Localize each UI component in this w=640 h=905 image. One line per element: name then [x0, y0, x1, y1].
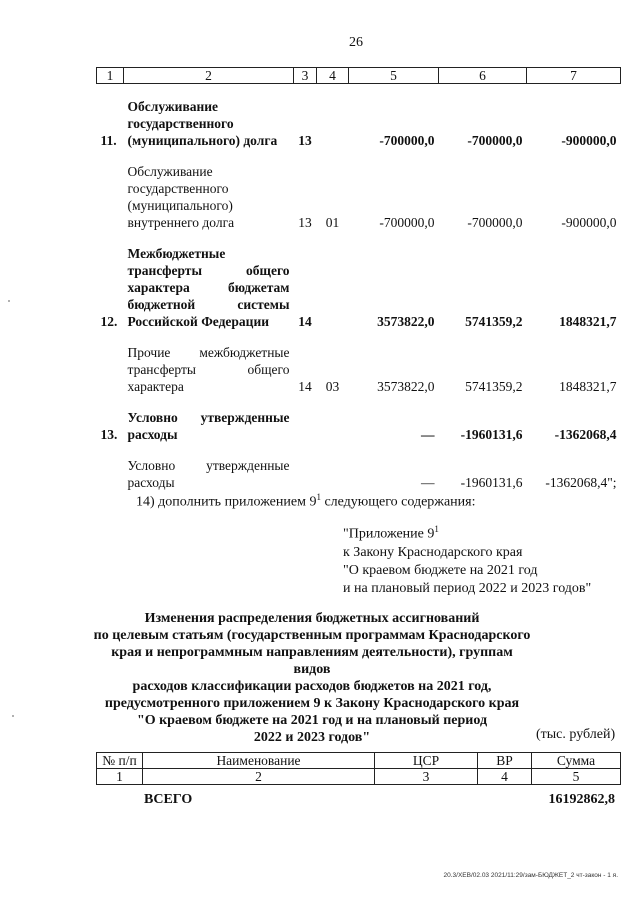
- row-number: 12.: [100, 314, 118, 329]
- value-2021: -700000,0: [379, 215, 435, 230]
- header-cell: 2: [124, 68, 294, 84]
- intro-text-after: следующего содержания:: [320, 494, 476, 510]
- value-2023: 1848321,7: [559, 314, 617, 329]
- appendix-sup: 1: [434, 524, 439, 534]
- appendix-title: "Приложение 9: [343, 526, 435, 542]
- section-code: [294, 457, 317, 491]
- table-row: [97, 98, 621, 149]
- row-name: Межбюджетные трансферты общего характера бюджетам бюджетной системы Российской Федерации: [127, 246, 290, 329]
- subsection-code: 03: [325, 379, 340, 394]
- document-title: [92, 610, 532, 746]
- column-number-row: [97, 769, 621, 785]
- header-cell: № п/п: [97, 753, 143, 769]
- value-2021: 3573822,0: [377, 379, 435, 394]
- row-number: [97, 344, 124, 395]
- header-cell: ВР: [478, 753, 532, 769]
- header-cell: 5: [349, 68, 439, 84]
- title-line: расходов классификации расходов бюджетов на 2021 год,: [132, 679, 492, 694]
- row-spacer: [97, 84, 621, 99]
- number-cell: 4: [478, 769, 532, 785]
- spacer-cell: [97, 149, 621, 163]
- allocation-table: [96, 752, 621, 785]
- scan-speck: [12, 715, 14, 717]
- row-spacer: [97, 395, 621, 409]
- subsection-code: [317, 245, 349, 330]
- section-code: 14: [298, 314, 312, 329]
- header-cell: 7: [527, 68, 621, 84]
- subsection-code: [317, 457, 349, 491]
- row-number: [97, 457, 124, 491]
- value-2023: -900000,0: [561, 133, 617, 148]
- appendix-line: [343, 520, 591, 544]
- spacer-cell: [97, 443, 621, 457]
- value-2022: -700000,0: [467, 133, 523, 148]
- appendix-reference: [343, 520, 591, 598]
- row-spacer: [97, 231, 621, 245]
- subsection-code: [317, 409, 349, 443]
- section-code: [294, 409, 317, 443]
- row-name: Обслуживание государственного (муниципального) долга: [127, 99, 278, 148]
- appendix-line: "О краевом бюджете на 2021 год: [343, 562, 538, 578]
- spacer-cell: [97, 330, 621, 344]
- header-cell: Наименование: [143, 753, 375, 769]
- section-code: 13: [298, 215, 312, 230]
- subsection-code: [317, 98, 349, 149]
- value-2022: 5741359,2: [465, 379, 523, 394]
- scan-speck: [8, 300, 10, 302]
- value-2022: -1960131,6: [460, 475, 523, 490]
- table-header-row: [97, 68, 621, 84]
- header-cell: 3: [294, 68, 317, 84]
- row-spacer: [97, 443, 621, 457]
- header-cell: ЦСР: [375, 753, 478, 769]
- value-2021: —: [421, 427, 435, 442]
- title-line: края и непрограммным направлениям деятельности), группам видов: [111, 645, 513, 677]
- subsection-code: 01: [325, 215, 340, 230]
- table-row: [97, 409, 621, 443]
- title-line: 2022 и 2023 годов": [253, 730, 371, 745]
- section-code: 14: [298, 379, 312, 394]
- header-cell: 6: [439, 68, 527, 84]
- spacer-cell: [97, 231, 621, 245]
- row-name: Обслуживание государственного (муниципального) внутреннего долга: [127, 164, 235, 230]
- total-label: ВСЕГО: [144, 792, 193, 807]
- appendix-line: к Закону Краснодарского края: [343, 544, 523, 560]
- number-cell: 5: [532, 769, 621, 785]
- footer-stamp: 20.3/ХЕВ/02.03 2021/11:29/зам-БЮДЖЕТ_2 чт-закон - 1 я.: [443, 872, 618, 879]
- value-2023: -1362068,4: [554, 427, 617, 442]
- appendix-line: и на плановый период 2022 и 2023 годов": [343, 580, 592, 596]
- table-row: [97, 245, 621, 330]
- table-row: [97, 344, 621, 395]
- title-line: "О краевом бюджете на 2021 год и на плановый период: [136, 713, 488, 728]
- number-cell: 1: [97, 769, 143, 785]
- units-label: (тыс. рублей): [536, 727, 616, 742]
- budget-table: [96, 67, 621, 491]
- value-2022: 5741359,2: [465, 314, 523, 329]
- header-cell: Сумма: [532, 753, 621, 769]
- table-row: [97, 163, 621, 231]
- row-name: Условно утвержденные расходы: [127, 458, 290, 490]
- number-cell: 2: [143, 769, 375, 785]
- number-cell: 3: [375, 769, 478, 785]
- value-2023: -1362068,4";: [545, 475, 617, 490]
- total-value: 16192862,8: [548, 792, 615, 807]
- title-line: Изменения распределения бюджетных ассигнований: [144, 611, 480, 626]
- amendment-intro: [136, 492, 476, 511]
- value-2021: -700000,0: [379, 133, 435, 148]
- title-line: по целевым статьям (государственным программам Краснодарского: [93, 628, 531, 643]
- section-code: 13: [298, 133, 312, 148]
- value-2023: 1848321,7: [559, 379, 617, 394]
- row-spacer: [97, 330, 621, 344]
- row-number: [97, 163, 124, 231]
- row-name: Прочие межбюджетные трансферты общего характера: [127, 345, 290, 394]
- table-header-row: [97, 753, 621, 769]
- header-cell: 1: [97, 68, 124, 84]
- row-number: 11.: [100, 133, 117, 148]
- value-2022: -700000,0: [467, 215, 523, 230]
- row-name: Условно утвержденные расходы: [127, 410, 290, 442]
- value-2021: —: [421, 475, 435, 490]
- spacer-cell: [97, 84, 621, 99]
- spacer-cell: [97, 395, 621, 409]
- intro-sup: 1: [316, 492, 321, 502]
- title-line: предусмотренного приложением 9 к Закону Краснодарского края: [104, 696, 520, 711]
- value-2022: -1960131,6: [460, 427, 523, 442]
- header-cell: 4: [317, 68, 349, 84]
- row-number: 13.: [100, 427, 118, 442]
- row-spacer: [97, 149, 621, 163]
- value-2021: 3573822,0: [377, 314, 435, 329]
- value-2023: -900000,0: [561, 215, 617, 230]
- intro-text: 14) дополнить приложением 9: [136, 494, 317, 510]
- page-number: 26: [349, 35, 363, 50]
- table-row: [97, 457, 621, 491]
